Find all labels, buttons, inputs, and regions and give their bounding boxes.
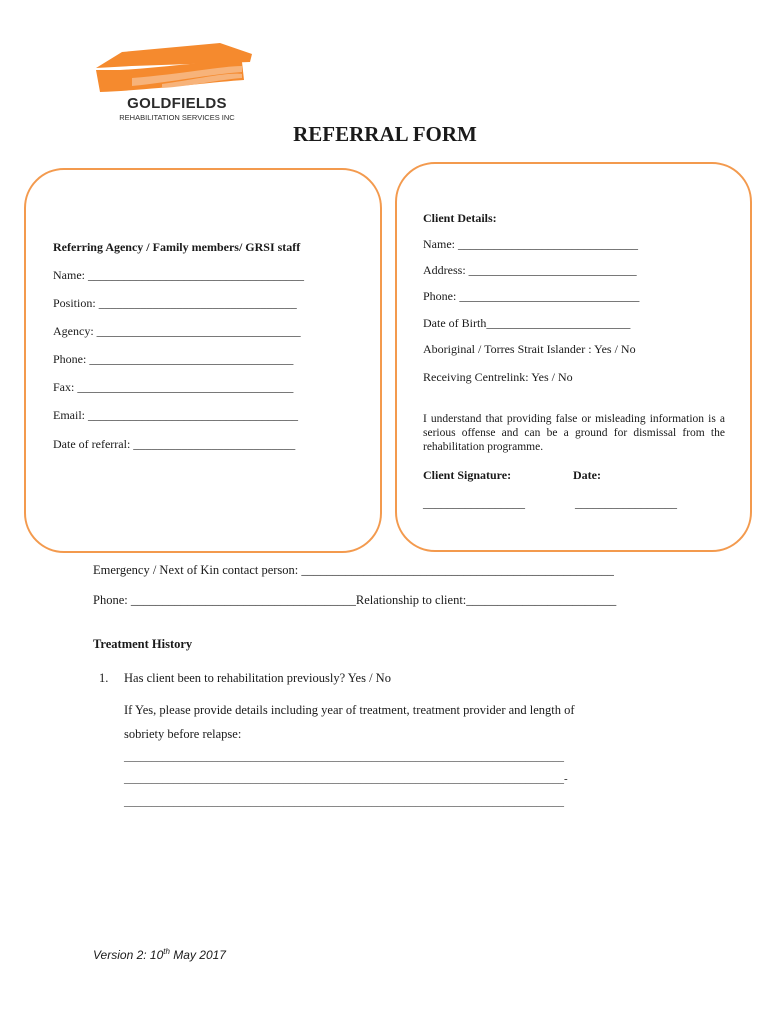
treatment-details-line[interactable]: ________________________________________________________________________________	[124, 796, 564, 808]
treatment-details-prompt-2: sobriety before relapse:	[124, 727, 242, 741]
field-label: Name:	[53, 268, 85, 282]
field-label: Phone:	[53, 352, 87, 366]
fill-line: ___________________________________	[88, 408, 298, 422]
previous-rehab-question[interactable]: Has client been to rehabilitation previously? Yes / No	[124, 671, 391, 685]
fill-line: ____________________________________	[88, 268, 304, 282]
question-number: 1.	[99, 671, 109, 685]
company-logo	[92, 40, 262, 125]
treatment-details-prompt-1: If Yes, please provide details including year of treatment, treatment provider and length of	[124, 703, 575, 717]
version-prefix: Version 2: 10	[93, 948, 164, 962]
version-suffix-sup: th	[163, 947, 170, 956]
fill-line: ______________________________	[458, 237, 638, 251]
referrer-email-field[interactable]	[53, 408, 298, 423]
client-signature-line[interactable]: _________________	[423, 496, 525, 510]
fill-line: ____________________________	[468, 263, 637, 277]
fill-line: ________________________	[486, 316, 631, 330]
fill-line: ____________________________________	[130, 593, 356, 607]
treatment-details-line[interactable]: ________________________________________________________________________________	[124, 751, 564, 763]
client-heading: Client Details:	[423, 211, 497, 225]
field-label: Email:	[53, 408, 85, 422]
fill-line: _________________________________	[98, 296, 297, 310]
referrer-agency-field[interactable]	[53, 324, 301, 339]
logo-name: GOLDFIELDS	[127, 95, 227, 112]
referrer-position-field[interactable]	[53, 296, 297, 311]
client-dob-field[interactable]	[423, 316, 630, 331]
page-title: REFERRAL FORM	[293, 122, 477, 146]
field-label: Phone:	[423, 289, 457, 303]
centrelink-field[interactable]: Receiving Centrelink: Yes / No	[423, 370, 573, 384]
fill-line: ____________________________________	[77, 380, 294, 394]
declaration-text: I understand that providing false or misleading information is a serious offense and can be a ground for dismissal from the rehabilitation programme.	[423, 413, 725, 453]
field-label: Name:	[423, 237, 455, 251]
field-label: Fax:	[53, 380, 75, 394]
signature-date-line[interactable]: _________________	[575, 496, 677, 510]
emergency-contact-field[interactable]	[93, 563, 614, 578]
referral-date-field[interactable]	[53, 437, 295, 452]
field-label: Position:	[53, 296, 96, 310]
referrer-heading: Referring Agency / Family members/ GRSI staff	[53, 240, 301, 254]
fill-line: __________________________________	[96, 324, 301, 338]
referrer-phone-field[interactable]	[53, 352, 293, 367]
treatment-heading: Treatment History	[93, 637, 193, 651]
field-label: Phone:	[93, 593, 128, 607]
version-date: May 2017	[169, 948, 226, 962]
logo-subtitle: REHABILITATION SERVICES INC	[119, 113, 235, 122]
fill-line: __________________________________________________	[301, 563, 614, 577]
field-label: Address:	[423, 263, 466, 277]
client-name-field[interactable]	[423, 237, 638, 252]
client-signature-label: Client Signature:	[423, 468, 512, 482]
signature-date-label: Date:	[573, 468, 601, 482]
fill-line: ______________________________	[459, 289, 640, 303]
version-footer	[93, 947, 226, 962]
client-phone-field[interactable]	[423, 289, 639, 304]
field-label: Date of referral:	[53, 437, 131, 451]
field-label: Agency:	[53, 324, 94, 338]
treatment-details-line[interactable]: ________________________________________________________________________________-	[124, 773, 568, 785]
field-label: Relationship to client:	[355, 593, 467, 607]
referrer-name-field[interactable]	[53, 268, 304, 283]
field-label: Date of Birth	[423, 316, 487, 330]
emergency-phone-field[interactable]	[93, 593, 616, 608]
referrer-fax-field[interactable]	[53, 380, 293, 395]
fill-line: ________________________	[466, 593, 617, 607]
fill-line: ___________________________	[133, 437, 296, 451]
client-address-field[interactable]	[423, 263, 637, 278]
aboriginal-status-field[interactable]: Aboriginal / Torres Strait Islander : Yes / No	[423, 342, 636, 356]
fill-line: __________________________________	[89, 352, 294, 366]
logo-roof-graphic	[92, 40, 262, 100]
field-label: Emergency / Next of Kin contact person:	[93, 563, 299, 577]
